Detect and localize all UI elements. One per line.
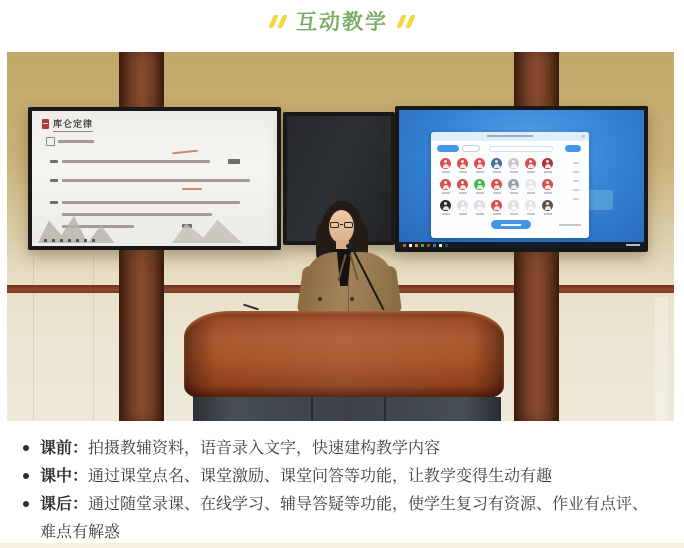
text-line	[50, 179, 58, 182]
slide-title-icon	[42, 119, 49, 129]
student-name-label	[459, 192, 467, 194]
whiteboard-tool-icon	[92, 239, 95, 242]
taskbar-tray-icons	[626, 244, 640, 246]
coat-seam	[348, 284, 349, 314]
bullet-icon	[23, 501, 29, 507]
pager-dot	[573, 189, 579, 191]
taskbar-icon	[421, 244, 424, 247]
dialog-title-text	[487, 135, 533, 137]
student-avatar	[542, 200, 553, 211]
pager-dot	[573, 198, 579, 200]
student-name-label	[476, 192, 484, 194]
student-name-label	[544, 171, 552, 173]
dialog-tab-button	[437, 145, 459, 152]
taskbar-icon	[433, 244, 436, 247]
left-screen-slide	[32, 111, 277, 246]
text-line	[62, 160, 210, 163]
student-avatar	[457, 158, 468, 169]
page-title: 互动教学	[296, 10, 388, 34]
wall-panel-highlight	[655, 297, 668, 421]
desktop-window	[585, 190, 613, 210]
handwriting-mark	[182, 188, 202, 190]
windows-taskbar	[399, 242, 644, 248]
coat-button	[350, 297, 354, 301]
podium-base-seam	[311, 397, 313, 421]
text-line	[62, 213, 212, 216]
list-item	[22, 434, 662, 462]
student-name-label	[510, 213, 518, 215]
student-avatar	[542, 179, 553, 190]
student-avatar	[440, 158, 451, 169]
handwriting-mark	[172, 150, 198, 155]
whiteboard-tool-icon	[76, 239, 79, 242]
slide-title: 库仑定律	[53, 117, 93, 132]
dialog-action-button	[565, 145, 581, 152]
student-name-label	[510, 171, 518, 173]
student-avatar	[525, 179, 536, 190]
student-name-label	[493, 213, 501, 215]
bullet-label: 课前：	[40, 438, 89, 457]
pager-dot	[573, 162, 579, 164]
slide-graphic	[172, 217, 242, 243]
student-name-label	[476, 171, 484, 173]
bullet-text: 拍摄教辅资料，语音录入文字，快速建构教学内容	[88, 438, 441, 457]
rollcall-dialog	[431, 132, 589, 238]
text-line	[62, 201, 240, 204]
student-name-label	[527, 192, 535, 194]
student-avatar	[474, 200, 485, 211]
student-avatar	[474, 158, 485, 169]
dialog-search-field	[489, 146, 553, 152]
student-name-label	[493, 192, 501, 194]
student-avatar	[508, 158, 519, 169]
student-avatar	[491, 158, 502, 169]
student-avatar	[440, 179, 451, 190]
taskbar-icon	[439, 244, 442, 247]
dialog-tab-button	[462, 145, 480, 152]
glasses-icon	[340, 224, 343, 225]
whiteboard-tool-icon	[44, 239, 47, 242]
pager-dot	[573, 171, 579, 173]
whiteboard-tool-icon	[52, 239, 55, 242]
bullet-icon	[23, 445, 29, 451]
taskbar-icon	[415, 244, 418, 247]
podium-base	[193, 397, 501, 421]
start-rollcall-button	[491, 220, 531, 229]
student-avatar	[525, 200, 536, 211]
text-line	[50, 201, 58, 204]
student-name-label	[442, 213, 450, 215]
left-quote-icon	[269, 15, 287, 28]
student-name-label	[459, 171, 467, 173]
student-avatar	[508, 200, 519, 211]
student-avatar	[542, 158, 553, 169]
right-screen-desktop	[399, 110, 644, 248]
student-name-label	[476, 213, 484, 215]
student-avatar	[440, 200, 451, 211]
whiteboard-tool-icon	[68, 239, 71, 242]
student-name-label	[442, 192, 450, 194]
bullet-text: 通过随堂录课、在线学习、辅导答疑等功能，使学生复习有资源、作业有点评、难点有解惑	[40, 494, 649, 541]
section-divider	[0, 543, 684, 548]
list-item	[22, 462, 662, 490]
feature-list	[22, 434, 662, 546]
student-avatar	[474, 179, 485, 190]
dialog-footer-text	[559, 224, 581, 226]
student-avatar	[491, 200, 502, 211]
list-item	[22, 490, 662, 546]
student-avatar	[491, 179, 502, 190]
text-line	[58, 140, 94, 143]
text-line	[50, 160, 58, 163]
taskbar-icon	[427, 244, 430, 247]
right-quote-icon	[397, 15, 415, 28]
student-name-label	[442, 171, 450, 173]
bullet-label: 课后：	[40, 494, 89, 513]
student-name-label	[493, 171, 501, 173]
whiteboard-tool-icon	[84, 239, 87, 242]
glasses-icon	[344, 222, 353, 228]
glasses-icon	[330, 222, 339, 228]
question-box-icon	[46, 137, 55, 146]
podium-base-seam	[384, 397, 386, 421]
student-name-label	[527, 213, 535, 215]
student-avatar	[457, 179, 468, 190]
wall-panel-line	[33, 257, 34, 421]
coat-button	[318, 297, 322, 301]
whiteboard-tool-icon	[60, 239, 63, 242]
bullet-label: 课中：	[40, 466, 89, 485]
taskbar-icon	[409, 244, 412, 247]
student-avatar	[457, 200, 468, 211]
right-screen	[395, 106, 648, 252]
answer-mark	[228, 159, 240, 164]
taskbar-icon	[403, 244, 406, 247]
student-name-label	[544, 213, 552, 215]
pen-on-podium	[243, 304, 259, 311]
dialog-titlebar	[431, 132, 589, 141]
wall-panel-line	[93, 257, 94, 421]
bullet-text: 通过课堂点名、课堂激励、课堂问答等功能，让教学变得生动有趣	[88, 466, 553, 485]
student-avatar	[525, 158, 536, 169]
student-avatar	[508, 179, 519, 190]
student-name-label	[459, 213, 467, 215]
classroom-photo	[7, 52, 674, 421]
bullet-icon	[23, 473, 29, 479]
left-screen	[28, 107, 281, 250]
student-name-label	[544, 192, 552, 194]
pager-dot	[573, 180, 579, 182]
student-name-label	[527, 171, 535, 173]
podium	[184, 311, 504, 398]
close-icon	[582, 135, 585, 138]
section-title-row	[0, 6, 684, 36]
taskbar-icon	[445, 244, 448, 247]
student-name-label	[510, 192, 518, 194]
text-line	[62, 179, 250, 182]
